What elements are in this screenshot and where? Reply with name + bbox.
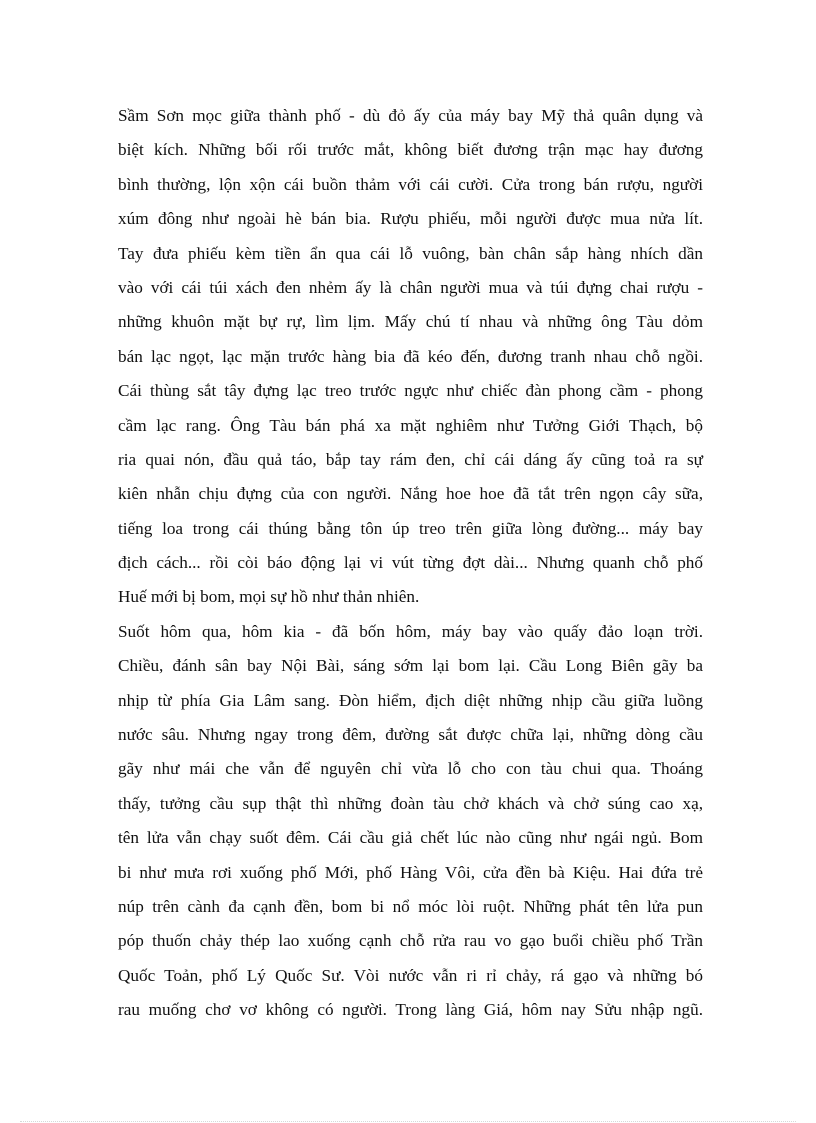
body-text — [118, 99, 703, 1028]
text-line-paragraph-end: Huế mới bị bom, mọi sự hồ như thản nhiên. — [118, 587, 420, 607]
text-line: những khuôn mặt bự rự, lìm lịm. Mấy chú tí nhau và những ông Tàu dỏm — [118, 312, 703, 332]
text-line: Cái thùng sắt tây đựng lạc treo trước ngực như chiếc đàn phong cầm - phong — [118, 381, 703, 401]
text-line: cầm lạc rang. Ông Tàu bán phá xa mặt nghiêm như Tưởng Giới Thạch, bộ — [118, 415, 703, 435]
text-line: biệt kích. Những bối rối trước mắt, không biết đương trận mạc hay đương — [118, 140, 703, 160]
text-line: Sầm Sơn mọc giữa thành phố - dù đỏ ấy của máy bay Mỹ thả quân dụng và — [118, 106, 703, 125]
text-line: Suốt hôm qua, hôm kia - đã bốn hôm, máy bay vào quấy đảo loạn trời. — [118, 621, 703, 641]
text-line: địch cách... rồi còi báo động lại vi vút từng đợt dài... Nhưng quanh chỗ phố — [118, 553, 703, 573]
text-line: xúm đông như ngoài hè bán bia. Rượu phiếu, mỗi người được mua nửa lít. — [118, 209, 703, 229]
text-line: bán lạc ngọt, lạc mặn trước hàng bia đã kéo đến, đương tranh nhau chỗ ngồi. — [118, 346, 703, 366]
text-line: Quốc Toản, phố Lý Quốc Sư. Vòi nước vẫn ri rỉ chảy, rá gạo và những bó — [118, 965, 703, 985]
text-line: tên lửa vẫn chạy suốt đêm. Cái cầu giả chết lúc nào cũng như ngái ngủ. Bom — [118, 828, 703, 848]
text-line: nước sâu. Nhưng ngay trong đêm, đường sắt được chữa lại, những dòng cầu — [118, 725, 703, 745]
text-line: póp thuốn chảy thép lao xuống cạnh chỗ rửa rau vo gạo buổi chiều phố Trần — [118, 931, 703, 951]
text-line: nhịp từ phía Gia Lâm sang. Đòn hiểm, địch diệt những nhịp cầu giữa luồng — [118, 690, 703, 710]
text-line: tiếng loa trong cái thúng bằng tôn úp treo trên giữa lòng đường... máy bay — [118, 518, 703, 538]
text-line: vào với cái túi xách đen nhẻm ấy là chân người mua và túi đựng chai rượu - — [118, 277, 703, 297]
text-line: thấy, tưởng cầu sụp thật thì những đoàn tàu chở khách và chở súng cao xạ, — [118, 793, 703, 813]
text-line: ria quai nón, đầu quả táo, bắp tay rám đen, chỉ cái dáng ấy cũng toả ra sự — [118, 449, 703, 469]
text-line: núp trên cành đa cạnh đền, bom bi nổ móc lòi ruột. Những phát tên lửa pun — [118, 896, 703, 916]
text-line: kiên nhẫn chịu đựng của con người. Nắng hoe hoe đã tắt trên ngọn cây sữa, — [118, 484, 703, 504]
text-line: bình thường, lộn xộn cái buồn thảm với cái cười. Cửa trong bán rượu, người — [118, 174, 703, 194]
text-line: bi như mưa rơi xuống phố Mới, phố Hàng Vôi, cửa đền bà Kiệu. Hai đứa trẻ — [118, 862, 703, 882]
text-line: gãy như mái che vẫn để nguyên chỉ vừa lỗ cho con tàu chui qua. Thoáng — [118, 759, 703, 779]
text-line: rau muống chơ vơ không có người. Trong làng Giá, hôm nay Sửu nhập ngũ. — [118, 1000, 703, 1020]
text-line: Chiều, đánh sân bay Nội Bài, sáng sớm lại bom lại. Cầu Long Biên gãy ba — [118, 656, 703, 676]
text-line: Tay đưa phiếu kèm tiền ẩn qua cái lỗ vuông, bàn chân sắp hàng nhích dần — [118, 243, 703, 263]
page-bottom-divider — [20, 1121, 796, 1122]
